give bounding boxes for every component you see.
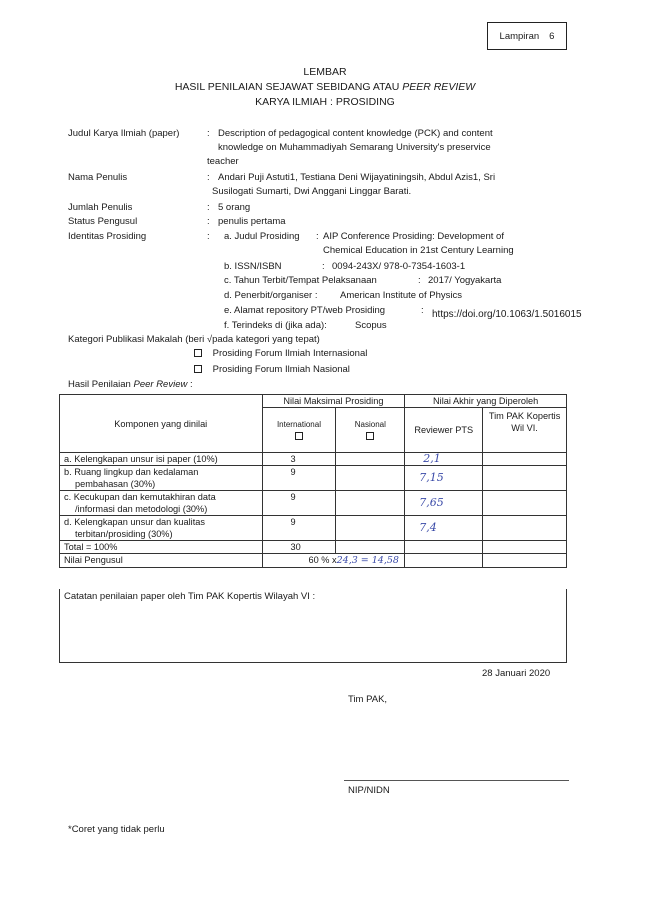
prosiding-c-label: c. Tahun Terbit/Tempat Pelaksanaan: [224, 275, 377, 286]
row-tim-pak: [483, 466, 567, 491]
row-reviewer-value: 7,4: [419, 521, 437, 534]
total-value: 30: [262, 541, 336, 554]
judul-label: Judul Karya Ilmiah (paper): [68, 128, 180, 139]
colon: :: [207, 231, 210, 242]
nip-label: NIP/NIDN: [348, 785, 390, 796]
row-nasional: [336, 453, 405, 466]
row-tim-pak: [483, 491, 567, 516]
total-empty: [336, 541, 405, 554]
header-line1: LEMBAR: [303, 66, 347, 78]
lampiran-number: 6: [549, 30, 555, 42]
header-nasional: [336, 408, 405, 453]
nilai-pengusul-handwritten: 24,3 = 14,58: [336, 555, 399, 566]
colon: :: [421, 305, 424, 316]
prosiding-b-value: 0094-243X/ 978-0-7354-1603-1: [332, 261, 466, 272]
score-table: [59, 394, 567, 568]
checkbox-icon[interactable]: [366, 432, 374, 440]
kategori-option-1[interactable]: [194, 348, 367, 359]
judul-value-1: Description of pedagogical content knowledge (PCK) and content: [218, 128, 493, 139]
hasil-label-suffix: :: [187, 379, 193, 390]
row-reviewer-value: 7,15: [419, 471, 444, 484]
lampiran-label: Lampiran: [499, 30, 540, 42]
row-max: 9: [262, 516, 336, 541]
tim-pak-label: Tim PAK,: [348, 694, 388, 705]
prosiding-e-value: https://doi.org/10.1063/1.5016015: [432, 309, 582, 320]
total-empty: [405, 541, 483, 554]
row-reviewer-cell: [405, 491, 483, 516]
row-nasional: [336, 516, 405, 541]
row-reviewer-cell: [405, 516, 483, 541]
checkbox-icon[interactable]: [295, 432, 303, 440]
prosiding-a-value-2: Chemical Education in 21st Century Learning: [323, 245, 514, 256]
row-label-line-1: b. Ruang lingkup dan kedalaman: [64, 467, 199, 477]
kategori-option-2-label: Prosiding Forum Ilmiah Nasional: [212, 364, 350, 375]
kategori-option-2[interactable]: [194, 364, 350, 375]
nilai-pengusul-label: Nilai Pengusul: [60, 554, 263, 568]
row-label-line-1: c. Kecukupan dan kemutakhiran data: [64, 492, 216, 502]
prosiding-f-value: Scopus: [355, 320, 387, 331]
row-reviewer-cell: [405, 466, 483, 491]
row-reviewer-value: 2,1: [423, 452, 441, 465]
prosiding-b-label: b. ISSN/ISBN: [224, 261, 282, 272]
nama-value-1: Andari Puji Astuti1, Testiana Deni Wijayatiningsih, Abdul Azis1, Sri: [218, 172, 496, 183]
header-nilai-maksimal: Nilai Maksimal Prosiding: [262, 395, 405, 408]
table-row: [60, 453, 567, 466]
row-nasional: [336, 491, 405, 516]
row-label-line-1: d. Kelengkapan unsur dan kualitas: [64, 517, 205, 527]
jumlah-value: 5 orang: [218, 202, 251, 213]
judul-value-2: knowledge on Muhammadiyah Semarang University's preservice: [218, 142, 491, 153]
colon: :: [316, 231, 319, 242]
colon: :: [322, 261, 325, 272]
table-header-row-1: [60, 395, 567, 408]
colon: :: [207, 216, 210, 227]
header-reviewer: Reviewer PTS: [405, 408, 483, 453]
row-reviewer-value: 7,65: [419, 496, 444, 509]
header-international-label: International: [276, 420, 321, 429]
hasil-label-text: Hasil Penilaian: [68, 379, 134, 390]
row-label-line-2: /informasi dan metodologi (30%): [75, 504, 208, 514]
row-max: 9: [262, 491, 336, 516]
colon: :: [207, 172, 210, 183]
catatan-box: [59, 589, 567, 663]
hasil-label-italic: Peer Review: [133, 379, 188, 390]
nilai-pengusul-text: 60 % x: [308, 555, 337, 565]
row-label: [60, 516, 263, 541]
footnote: *Coret yang tidak perlu: [68, 824, 165, 835]
catatan-label: Catatan penilaian paper oleh Tim PAK Kopertis Wilayah VI :: [64, 591, 316, 602]
table-total-row: [60, 541, 567, 554]
header-international: [262, 408, 336, 453]
row-label-line-2: pembahasan (30%): [75, 479, 156, 489]
total-label: Total = 100%: [60, 541, 263, 554]
date: 28 Januari 2020: [482, 668, 551, 679]
identitas-label: Identitas Prosiding: [68, 231, 147, 242]
prosiding-d-label: d. Penerbit/organiser :: [224, 290, 318, 301]
checkbox-icon[interactable]: [194, 365, 202, 373]
jumlah-label: Jumlah Penulis: [68, 202, 133, 213]
table-row: [60, 466, 567, 491]
nama-label: Nama Penulis: [68, 172, 128, 183]
row-label: a. Kelengkapan unsur isi paper (10%): [60, 453, 263, 466]
prosiding-c-value: 2017/ Yogyakarta: [428, 275, 502, 286]
kategori-label: Kategori Publikasi Makalah (beri √pada kategori yang tepat): [68, 334, 320, 345]
table-row: [60, 516, 567, 541]
nilai-empty: [483, 554, 567, 568]
colon: :: [418, 275, 421, 286]
lampiran-box: [487, 22, 567, 50]
colon: :: [207, 128, 210, 139]
header-line2-text: HASIL PENILAIAN SEJAWAT SEBIDANG ATAU: [174, 81, 403, 93]
header-nilai-akhir: Nilai Akhir yang Diperoleh: [405, 395, 567, 408]
prosiding-a-label: a. Judul Prosiding: [224, 231, 300, 242]
nilai-pengusul-value: [262, 554, 405, 568]
nama-value-2: Susilogati Sumarti, Dwi Anggani Linggar Barati.: [212, 186, 412, 197]
hasil-penilaian-label: [68, 379, 193, 390]
judul-value-3: teacher: [207, 156, 239, 167]
prosiding-d-value: American Institute of Physics: [340, 290, 462, 301]
status-value: penulis pertama: [218, 216, 286, 227]
prosiding-f-label: f. Terindeks di (jika ada):: [224, 320, 327, 331]
kategori-option-1-label: Prosiding Forum Ilmiah Internasional: [212, 348, 368, 359]
prosiding-e-label: e. Alamat repository PT/web Prosiding: [224, 305, 386, 316]
prosiding-a-value-1: AIP Conference Prosiding: Development of: [323, 231, 504, 242]
header-line3: KARYA ILMIAH : PROSIDING: [255, 96, 395, 108]
row-nasional: [336, 466, 405, 491]
row-max: 9: [262, 466, 336, 491]
row-label: [60, 466, 263, 491]
nilai-pengusul-row: [60, 554, 567, 568]
row-label-line-2: terbitan/prosiding (30%): [75, 529, 173, 539]
total-empty: [483, 541, 567, 554]
signature-line: [344, 780, 569, 781]
table-row: [60, 491, 567, 516]
status-label: Status Pengusul: [68, 216, 138, 227]
row-label: [60, 491, 263, 516]
row-max: 3: [262, 453, 336, 466]
header-nasional-label: Nasional: [354, 420, 386, 429]
nilai-empty: [405, 554, 483, 568]
checkbox-icon[interactable]: [194, 349, 202, 357]
row-tim-pak: [483, 453, 567, 466]
header-line2: [0, 81, 650, 93]
row-tim-pak: [483, 516, 567, 541]
header-komponen: Komponen yang dinilai: [60, 395, 263, 453]
colon: :: [207, 202, 210, 213]
header-tim-pak: Tim PAK Kopertis Wil VI.: [483, 408, 567, 453]
row-reviewer-cell: [405, 453, 483, 466]
header-line2-italic: PEER REVIEW: [402, 81, 476, 93]
